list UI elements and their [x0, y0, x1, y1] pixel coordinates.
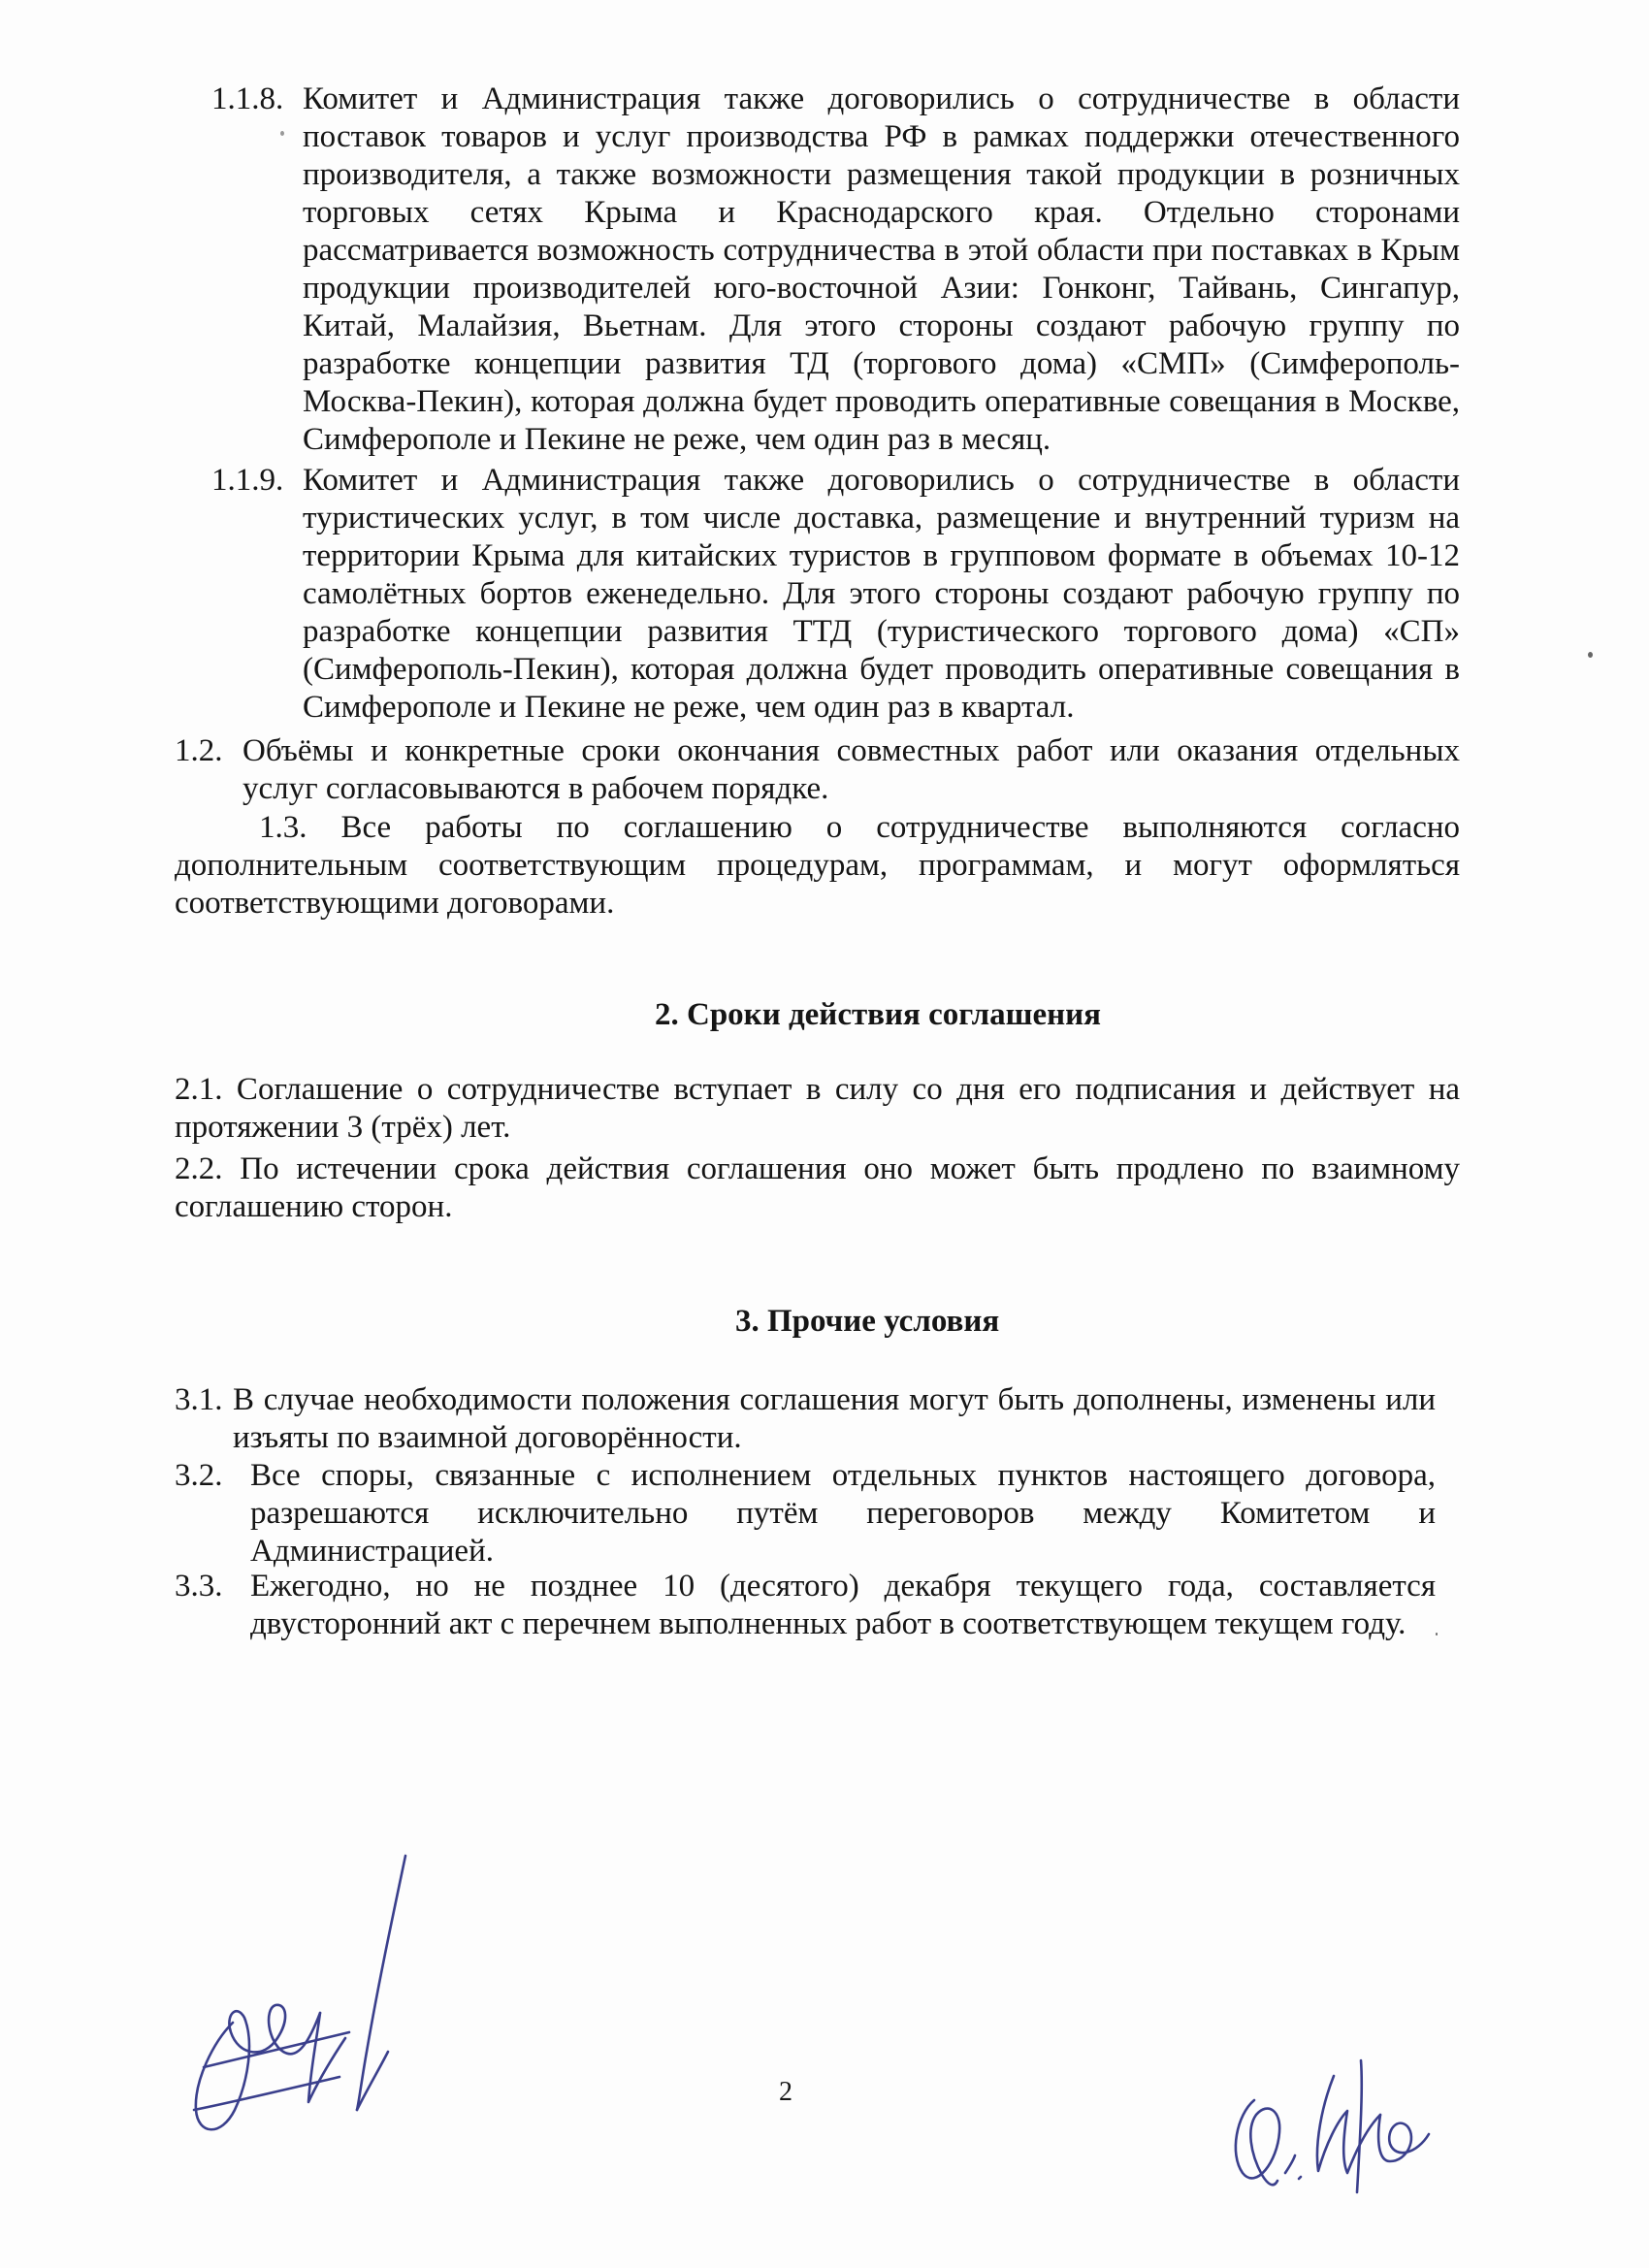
signature-right: [1217, 2047, 1450, 2197]
clause-1-1-9: [211, 462, 1460, 727]
clause-number: 3.1.: [175, 1382, 223, 1417]
clause-text: 2.2. По истечении срока действия соглашения оно может быть продлено по взаимному соглашению сторон.: [175, 1151, 1460, 1224]
clause-1-1-8: [211, 81, 1460, 459]
clause-text: Комитет и Администрация также договорились о сотрудничестве в области поставок товаров и услуг производства РФ в рамках поддержки отечественного производителя, а также возможности размещения такой продукции в розничных торговых сетях Крыма и Краснодарского края. Отдельно сторонами рассматривается возможность сотрудничества в этой области при поставках в Крым продукции производителей юго-восточной Азии: Гонконг, Тайвань, Сингапур, Китай, Малайзия, Вьетнам. Для этого стороны создают рабочую группу по разработке концепции развития ТД (торгового дома) «СМП» (Симферополь-Москва-Пекин), которая должна будет проводить оперативные совещания в Москве, Симферополе и Пекине не реже, чем один раз в месяц.: [303, 81, 1460, 457]
section-heading: 2. Сроки действия соглашения: [655, 997, 1101, 1032]
clause-text: Ежегодно, но не позднее 10 (десятого) декабря текущего года, составляется двусторонний акт с перечнем выполненных работ в соответствующем текущем году.: [250, 1569, 1436, 1641]
section-heading: 3. Прочие условия: [735, 1304, 1000, 1339]
clause-2-1: [175, 1071, 1460, 1147]
clause-number: 3.3.: [175, 1569, 223, 1604]
clause-2-2: [175, 1150, 1460, 1226]
clause-text: Комитет и Администрация также договорились о сотрудничестве в области туристических услуг, в том числе доставка, размещение и внутренний туризм на территории Крыма для китайских туристов в групповом формате в объемах 10-12 самолётных бортов еженедельно. Для этого стороны создают рабочую группу по разработке концепции развития ТТД (туристического торгового дома) «СП» (Симферополь-Пекин), которая должна будет проводить оперативные совещания в Симферополе и Пекине не реже, чем один раз в квартал.: [303, 463, 1460, 725]
clause-number: 1.3.: [259, 810, 307, 845]
signature-left: [175, 1848, 436, 2158]
clause-body: Все работы по соглашению о сотрудничестве выполняются согласно дополнительным соответствующим процедурам, программам, и могут оформляться соответствующими договорами.: [175, 810, 1460, 921]
clause-3-1: [175, 1381, 1436, 1457]
scan-dot: [1588, 652, 1593, 658]
clause-text: В случае необходимости положения соглашения могут быть дополнены, изменены или изъяты по взаимной договорённости.: [233, 1382, 1436, 1455]
clause-text: Объёмы и конкретные сроки окончания совместных работ или оказания отдельных услуг согласовываются в рабочем порядке.: [242, 733, 1460, 806]
clause-3-3: [175, 1568, 1436, 1643]
clause-text: Все споры, связанные с исполнением отдельных пунктов настоящего договора, разрешаются исключительно путём переговоров между Комитетом и Администрацией.: [250, 1458, 1436, 1569]
clause-number: 1.1.9.: [211, 463, 284, 498]
scan-dot: [280, 131, 284, 136]
scan-dot: [1436, 1633, 1438, 1636]
clause-number: 3.2.: [175, 1458, 223, 1493]
clause-1-3: [175, 809, 1460, 923]
page-number: 2: [779, 2077, 792, 2107]
clause-1-2: [175, 732, 1460, 808]
clause-text: [175, 809, 1460, 923]
clause-3-2: [175, 1457, 1436, 1571]
clause-number: 1.2.: [175, 733, 223, 768]
clause-text: 2.1. Соглашение о сотрудничестве вступает в силу со дня его подписания и действует на протяжении 3 (трёх) лет.: [175, 1072, 1460, 1145]
clause-number: 1.1.8.: [211, 81, 284, 116]
